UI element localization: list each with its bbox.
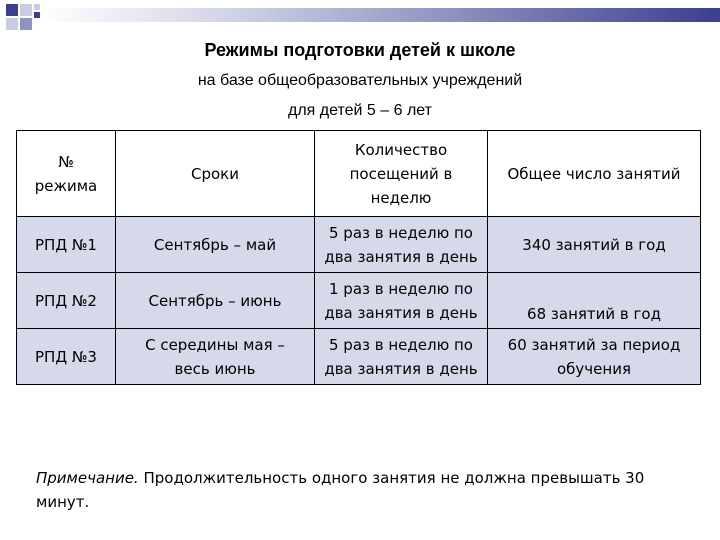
cell-visits-line2: два занятия в день	[324, 247, 478, 266]
table-row	[17, 273, 701, 329]
table-header-row	[17, 131, 701, 217]
decorative-square	[20, 4, 32, 16]
subtitle-line-1: на базе общеобразовательных учреждений	[197, 72, 523, 89]
decorative-square	[34, 4, 40, 10]
cell-visits	[315, 329, 488, 385]
cell-visits-line2: два занятия в день	[324, 303, 478, 322]
cell-visits-line1: 5 раз в неделю по	[329, 223, 473, 242]
header-total: Общее число занятий	[488, 131, 701, 217]
cell-total: 340 занятий в год	[488, 217, 701, 273]
school-prep-table	[16, 130, 701, 385]
cell-terms: Сентябрь – май	[116, 217, 315, 273]
table-row	[17, 217, 701, 273]
cell-visits	[315, 273, 488, 329]
footnote	[36, 466, 676, 514]
cell-total-line1: 60 занятий за период	[507, 335, 681, 354]
decorative-square	[34, 12, 40, 18]
cell-total-line2: обучения	[557, 359, 631, 378]
cell-terms-line1: С середины мая –	[145, 335, 285, 354]
cell-mode: РПД №2	[17, 273, 116, 329]
header-visits-line1: Количество	[354, 140, 448, 159]
cell-total: 68 занятий в год	[488, 273, 701, 329]
cell-terms-line2: весь июнь	[174, 359, 256, 378]
header-terms: Сроки	[116, 131, 315, 217]
cell-terms	[116, 329, 315, 385]
subtitle-line-2: для детей 5 – 6 лет	[288, 102, 432, 119]
cell-total	[488, 329, 701, 385]
header-mode-line1: №	[58, 152, 74, 171]
decorative-square	[6, 18, 18, 30]
cell-visits	[315, 217, 488, 273]
header-visits	[315, 131, 488, 217]
header-visits-line3: неделю	[370, 188, 432, 207]
cell-visits-line1: 1 раз в неделю по	[329, 279, 473, 298]
footnote-text: Продолжительность одного занятия не должна превышать 30 минут.	[36, 469, 645, 511]
cell-mode: РПД №1	[17, 217, 116, 273]
page-title: Режимы подготовки детей к школе	[204, 40, 516, 60]
cell-visits-line2: два занятия в день	[324, 359, 478, 378]
decorative-header-bar	[0, 0, 720, 24]
cell-visits-line1: 5 раз в неделю по	[329, 335, 473, 354]
table-row	[17, 329, 701, 385]
cell-terms: Сентябрь – июнь	[116, 273, 315, 329]
decorative-square	[20, 18, 32, 30]
header-visits-line2: посещений в	[349, 164, 453, 183]
header-mode-line2: режима	[34, 176, 98, 195]
decorative-square	[6, 4, 18, 16]
cell-mode: РПД №3	[17, 329, 116, 385]
gradient-bar	[40, 8, 720, 22]
header-mode	[17, 131, 116, 217]
footnote-label: Примечание.	[36, 469, 139, 487]
